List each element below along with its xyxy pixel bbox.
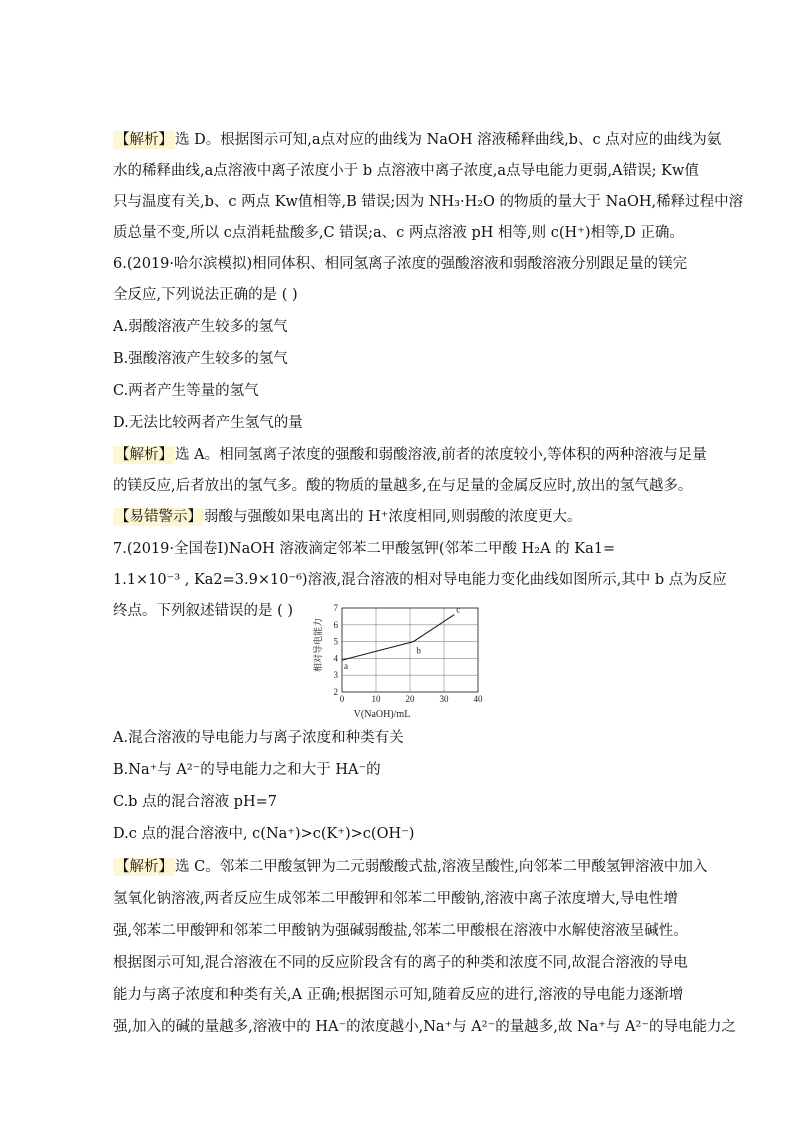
y-tick-label: 5 (333, 636, 338, 647)
analysis-label: 【解析】 (115, 132, 173, 148)
text-line: 选 D。根据图示可知,a点对应的曲线为 NaOH 溶液稀释曲线,b、c 点对应的曲线为氨 (175, 132, 722, 148)
question-7-stem: 1.1×10⁻³ , Ka2=3.9×10⁻⁶)溶液,混合溶液的相对导电能力变化曲线如图所示,其中 b 点为反应 (113, 572, 727, 588)
point-label-a: a (344, 661, 348, 672)
text-line: 能力与离子浓度和种类有关,A 正确;根据图示可知,随着反应的进行,溶液的导电能力逐渐增 (113, 987, 684, 1003)
option-b: B.Na⁺与 A²⁻的导电能力之和大于 HA⁻的 (113, 762, 381, 778)
text-line: 的镁反应,后者放出的氢气多。酸的物质的量越多,在与足量的金属反应时,放出的氢气越多。 (113, 478, 693, 494)
warning-label: 【易错警示】 (115, 509, 202, 525)
text-line: 只与温度有关,b、c 两点 Kw值相等,B 错误;因为 NH₃·H₂O 的物质的量大于 NaOH,稀释过程中溶 (113, 194, 744, 210)
series-line (342, 615, 454, 660)
analysis-label: 【解析】 (115, 447, 173, 463)
x-axis-label: V(NaOH)/mL (353, 709, 411, 720)
text-line: 强,邻苯二甲酸钾和邻苯二甲酸钠为强碱弱酸盐,邻苯二甲酸根在溶液中水解使溶液呈碱性。 (113, 923, 688, 939)
x-tick-label: 0 (339, 694, 345, 704)
question-7-stem: 终点。下列叙述错误的是 ( ) (113, 603, 294, 619)
text-line: 质总量不变,所以 c点消耗盐酸多,C 错误;a、c 两点溶液 pH 相等,则 c(H⁺)相等,D 正确。 (113, 225, 684, 241)
option-d: D.无法比较两者产生氢气的量 (113, 415, 303, 431)
text-line: 根据图示可知,混合溶液在不同的反应阶段含有的离子的种类和浓度不同,故混合溶液的导电 (113, 955, 688, 971)
x-tick-label: 30 (439, 694, 449, 704)
warning-paragraph (113, 507, 582, 527)
text-line: 选 C。邻苯二甲酸氢钾为二元弱酸酸式盐,溶液呈酸性,向邻苯二甲酸氢钾溶液中加入 (175, 859, 708, 875)
option-a: A.弱酸溶液产生较多的氢气 (113, 319, 288, 335)
x-tick-label: 20 (405, 694, 415, 704)
x-tick-label: 40 (473, 694, 483, 704)
y-tick-label: 4 (333, 653, 338, 664)
point-label-b: b (416, 645, 421, 656)
text-line: 水的稀释曲线,a点溶液中离子浓度小于 b 点溶液中离子浓度,a点导电能力更弱,A错误; Kw值 (113, 163, 699, 179)
conductivity-chart (300, 600, 500, 720)
text-line: 氢氧化钠溶液,两者反应生成邻苯二甲酸钾和邻苯二甲酸钠,溶液中离子浓度增大,导电性增 (113, 891, 678, 907)
option-d: D.c 点的混合溶液中, c(Na⁺)>c(K⁺)>c(OH⁻) (113, 826, 415, 842)
y-tick-label: 7 (333, 603, 338, 613)
question-6-stem: 6.(2019·哈尔滨模拟)相同体积、相同氢离子浓度的强酸溶液和弱酸溶液分别跟足量的镁完 (113, 256, 688, 272)
question-6-stem: 全反应,下列说法正确的是 ( ) (113, 287, 298, 303)
option-b: B.强酸溶液产生较多的氢气 (113, 351, 288, 367)
text-line: 选 A。相同氢离子浓度的强酸和弱酸溶液,前者的浓度较小,等体积的两种溶液与足量 (175, 447, 707, 463)
x-tick-label: 10 (371, 694, 381, 704)
y-axis-label: 相对导电能力 (313, 617, 323, 673)
y-tick-label: 2 (333, 687, 338, 697)
analysis-label: 【解析】 (115, 859, 173, 875)
option-c: C.b 点的混合溶液 pH=7 (113, 794, 277, 810)
option-a: A.混合溶液的导电能力与离子浓度和种类有关 (113, 730, 404, 746)
text-line: 强,加入的碱的量越多,溶液中的 HA⁻的浓度越小,Na⁺与 A²⁻的量越多,故 Na⁺与 A²⁻的导电能力之 (113, 1019, 736, 1035)
y-tick-label: 3 (333, 670, 338, 681)
analysis-paragraph-2 (113, 445, 707, 465)
text-line: 弱酸与强酸如果电离出的 H⁺浓度相同,则弱酸的浓度更大。 (204, 509, 582, 525)
point-label-c: c (456, 604, 461, 615)
y-tick-label: 6 (333, 619, 338, 630)
analysis-paragraph-3 (113, 857, 707, 877)
question-7-stem: 7.(2019·全国卷Ⅰ)NaOH 溶液滴定邻苯二甲酸氢钾(邻苯二甲酸 H₂A 的 Ka1= (113, 541, 616, 557)
analysis-paragraph-1 (113, 130, 721, 150)
option-c: C.两者产生等量的氢气 (113, 383, 259, 399)
